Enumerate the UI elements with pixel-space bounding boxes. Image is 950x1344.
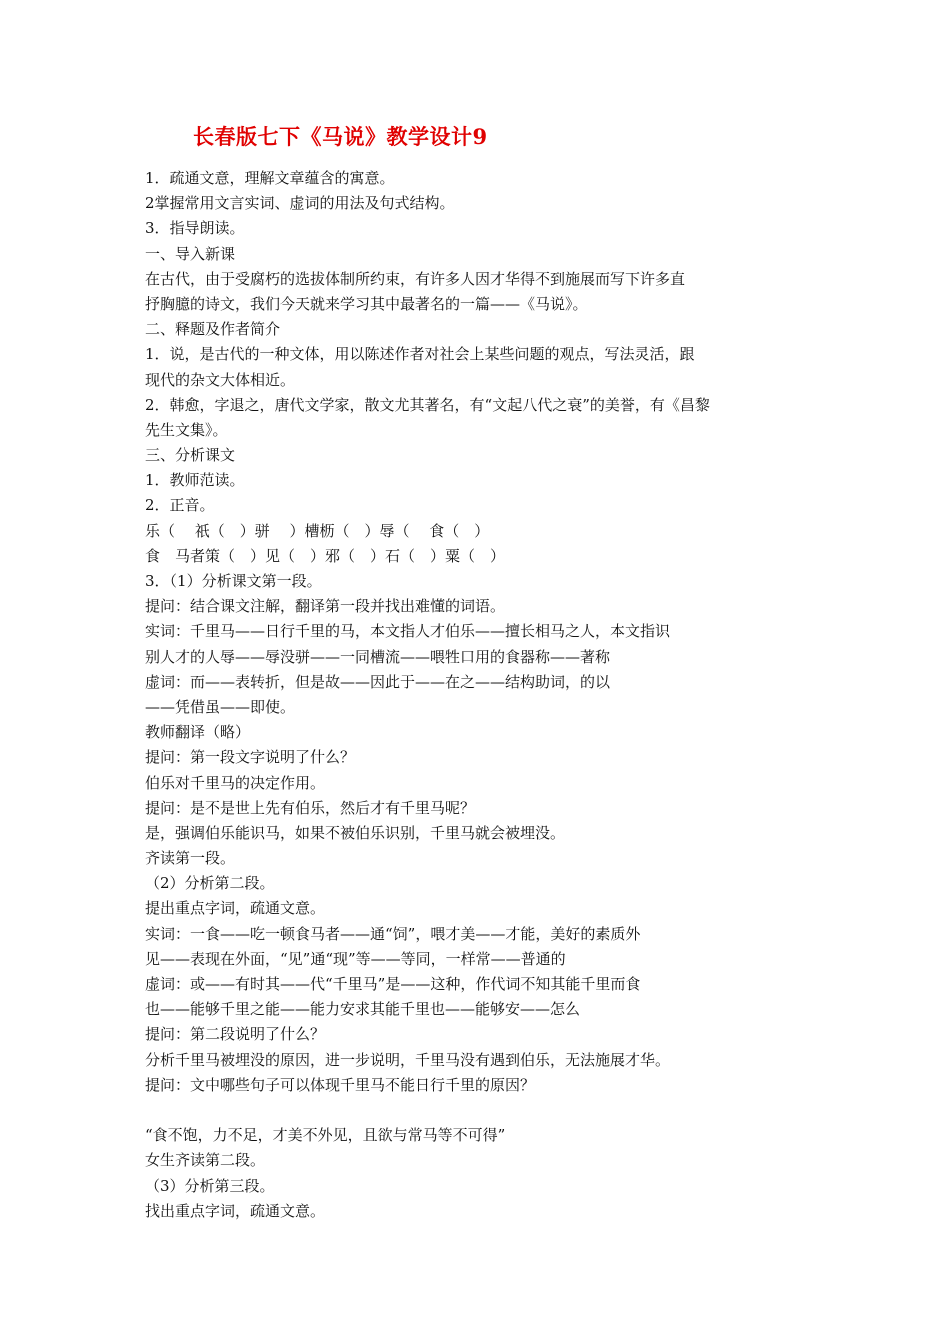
text-line: 实词：一食——吃一顿食马者——通“饲”，喂才美——才能，美好的素质外: [145, 924, 641, 943]
text-line: 提问：第二段说明了什么？: [145, 1025, 326, 1044]
text-line: 实词：千里马——日行千里的马，本文指人才伯乐——擅长相马之人，本文指识: [145, 622, 671, 641]
text-line: 虚词：或——有时其——代“千里马”是——这种，作代词不知其能千里而食: [145, 975, 641, 993]
text-line: ——凭借虽——即使。: [145, 697, 296, 716]
text-line: （3）分析第三段。: [145, 1176, 275, 1195]
text-line: 分析千里马被埋没的原因，进一步说明，千里马没有遇到伯乐，无法施展才华。: [145, 1050, 671, 1069]
text-line: 找出重点字词，疏通文意。: [145, 1201, 326, 1220]
text-line: 抒胸臆的诗文，我们今天就来学习其中最著名的一篇——《马说》。: [145, 294, 588, 313]
text-line: 别人才的人辱——辱没骈——一同槽流——喂牲口用的食器称——著称: [145, 647, 611, 666]
text-line: 伯乐对千里马的决定作用。: [145, 773, 326, 792]
text-line: 提出重点字词，疏通文意。: [145, 899, 326, 918]
document-title: 长春版七下《马说》教学设计9: [193, 124, 488, 149]
text-line: 2．韩愈，字退之，唐代文学家，散文尤其著名，有“文起八代之衰”的美誉，有《昌黎: [145, 395, 710, 414]
text-line: 3．（1）分析课文第一段。: [145, 572, 322, 590]
text-line: 2掌握常用文言实词、虚词的用法及句式结构。: [145, 194, 455, 213]
text-line: 也——能够千里之能——能力安求其能千里也——能够安——怎么: [145, 1000, 581, 1019]
text-line: 见——表现在外面，“见”通“现”等——等同，一样常——普通的: [145, 949, 566, 968]
text-line: 提问：是不是世上先有伯乐，然后才有千里马呢？: [145, 798, 476, 817]
text-line: 齐读第一段。: [145, 849, 236, 868]
text-line: 1．说，是古代的一种文体，用以陈述作者对社会上某些问题的观点，写法灵活，跟: [145, 345, 695, 364]
text-line: 女生齐读第二段。: [145, 1151, 266, 1170]
blank-line: [145, 1098, 825, 1123]
text-line: 先生文集》。: [145, 420, 228, 439]
text-line: 食 马者策（ ）见（ ）邪（ ）石（ ）粟（ ）: [145, 546, 506, 565]
text-line: 虚词：而——表转折，但是故——因此于——在之——结构助词，的以: [145, 672, 611, 691]
text-line: 是，强调伯乐能识马，如果不被伯乐识别，千里马就会被埋没。: [145, 823, 566, 842]
text-line: （2）分析第二段。: [145, 874, 275, 893]
text-line: 教师翻译（略）: [145, 723, 251, 742]
text-line: 1．疏通文意，理解文章蕴含的寓意。: [145, 169, 395, 187]
text-line: 3．指导朗读。: [145, 219, 245, 238]
text-line: “食不饱，力不足，才美不外见，且欲与常马等不可得”: [145, 1126, 506, 1145]
text-line: 在古代，由于受腐朽的选拔体制所约束，有许多人因才华得不到施展而写下许多直: [145, 269, 686, 288]
text-line: 乐（ 祇（ ）骈 ）槽枥（ ）辱（ 食（ ）: [145, 521, 490, 540]
text-line: 2．正音。: [145, 496, 215, 515]
text-line: 现代的杂文大体相近。: [145, 370, 296, 389]
text-line: 提问：结合课文注解，翻译第一段并找出难懂的词语。: [145, 597, 506, 616]
text-line: 三、分析课文: [145, 446, 236, 465]
text-line: 一、导入新课: [145, 244, 236, 263]
text-line: 1．教师范读。: [145, 471, 245, 490]
text-line: 二、释题及作者简介: [145, 320, 281, 339]
text-line: 提问：文中哪些句子可以体现千里马不能日行千里的原因？: [145, 1075, 536, 1094]
document-body: [145, 166, 825, 1224]
text-line: 提问：第一段文字说明了什么？: [145, 748, 356, 767]
